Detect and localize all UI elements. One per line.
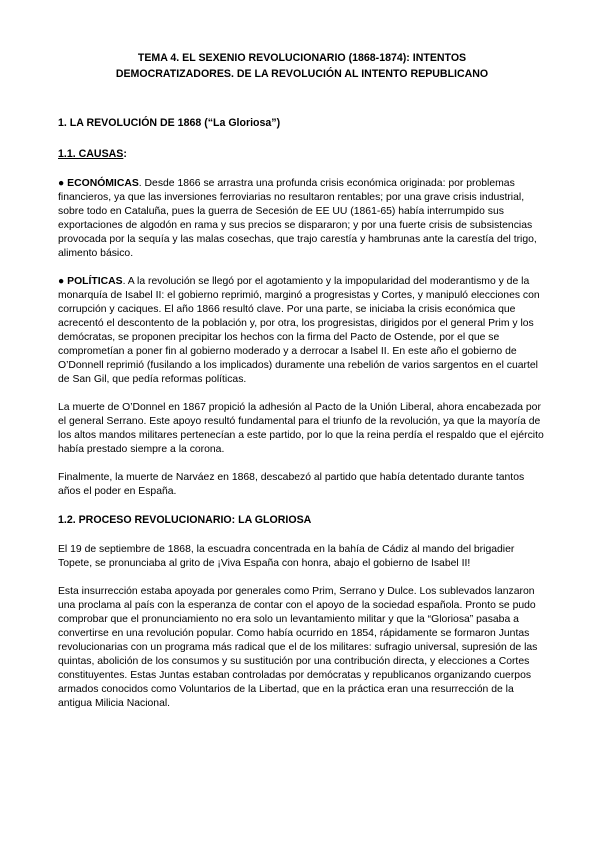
- bullet-icon: ●: [58, 178, 68, 189]
- paragraph-politicas: [58, 275, 546, 387]
- section-1-1-heading-label: 1.1. CAUSAS: [58, 148, 124, 160]
- bullet-icon: ●: [58, 276, 68, 287]
- paragraph-economicas: [58, 177, 546, 261]
- paragraph-insurreccion: Esta insurrección estaba apoyada por generales como Prim, Serrano y Dulce. Los sublevados lanzaron una proclama al país con la esperanza de contar con el apoyo de la sociedad española. Pronto se pudo comprobar que el pronunciamiento no era solo un levantamiento militar y que la “Gloriosa” pasaba a convertirse en una revolución popular. Como había ocurrido en 1854, rápidamente se formaron Juntas revolucionarias con un programa más radical que el de los militares: sufragio universal, supresión de las quintas, abolición de los consumos y su sustitución por una contribución directa, y elecciones a Cortes constituyentes. Estas Juntas estaban controladas por demócratas y republicanos organizando cuerpos armados conocidos como Voluntarios de la Libertad, que en la práctica eran una resurrección de la antigua Milicia Nacional.: [58, 586, 538, 709]
- title-line-1: TEMA 4. EL SEXENIO REVOLUCIONARIO (1868-1874): INTENTOS: [137, 52, 467, 64]
- paragraph-topete: El 19 de septiembre de 1868, la escuadra concentrada en la bahía de Cádiz al mando del brigadier Topete, se pronunciaba al grito de ¡Viva España con honra, abajo el gobierno de Isabel II!: [58, 544, 515, 569]
- politicas-label: POLÍTICAS: [67, 276, 123, 287]
- paragraph-odonnel: La muerte de O’Donnel en 1867 propició la adhesión al Pacto de la Unión Liberal, ahora encabezada por el general Serrano. Este apoyo resultó fundamental para el triunfo de la revolución, ya que la mayoría de los altos mandos militares pertenecían a este partido, por lo que la reina perdía el respaldo que el ejército había prestado siempre a la corona.: [58, 402, 544, 455]
- section-1-heading: 1. LA REVOLUCIÓN DE 1868 (“La Gloriosa”): [58, 117, 281, 129]
- document-title: [58, 50, 546, 82]
- document-page: [58, 50, 546, 725]
- section-1-2-heading: 1.2. PROCESO REVOLUCIONARIO: LA GLORIOSA: [58, 514, 312, 526]
- paragraph-narvaez: Finalmente, la muerte de Narváez en 1868, descabezó al partido que había detentado durante tantos años el poder en España.: [58, 472, 525, 497]
- economicas-text: . Desde 1866 se arrastra una profunda crisis económica originada: por problemas financieros, ya que las inversiones ferroviarias no resultaron rentables; por una grave crisis industrial, sobre todo en Cataluña, pues la guerra de Secesión de EE UU (1861-65) había interrumpido sus exportaciones de algodón en rama y sus precios se dispararon; y por una fuerte crisis de subsistencias provocada por la sequía y las malas cosechas, que trajo carestía y hambrunas ante la carestía del trigo, alimento básico.: [58, 178, 537, 259]
- politicas-text: . A la revolución se llegó por el agotamiento y la impopularidad del moderantismo y de la monarquía de Isabel II: el gobierno reprimió, marginó a progresistas y Cortes, y manipuló elecciones con corrupción y caciques. El año 1866 resultó clave. Por una parte, se iniciaba la crisis económica que acrecentó el descontento de la población y, por otra, los progresistas, dirigidos por el general Prim y los demócratas, se proponen precipitar los hechos con la firma del Pacto de Ostende, por el que se comprometían a poner fin al gobierno moderado y a derrocar a Isabel II. En este año el gobierno de O’Donnell reprimió (fusilando a los implicados) duramente una rebelión de varios sargentos en el cuartel de San Gil, que pedía reformas políticas.: [58, 276, 540, 385]
- economicas-label: ECONÓMICAS: [67, 178, 139, 189]
- section-1-1-heading: [58, 147, 546, 161]
- title-line-2: DEMOCRATIZADORES. DE LA REVOLUCIÓN AL INTENTO REPUBLICANO: [115, 68, 489, 80]
- section-1-1-heading-suffix: :: [123, 148, 127, 160]
